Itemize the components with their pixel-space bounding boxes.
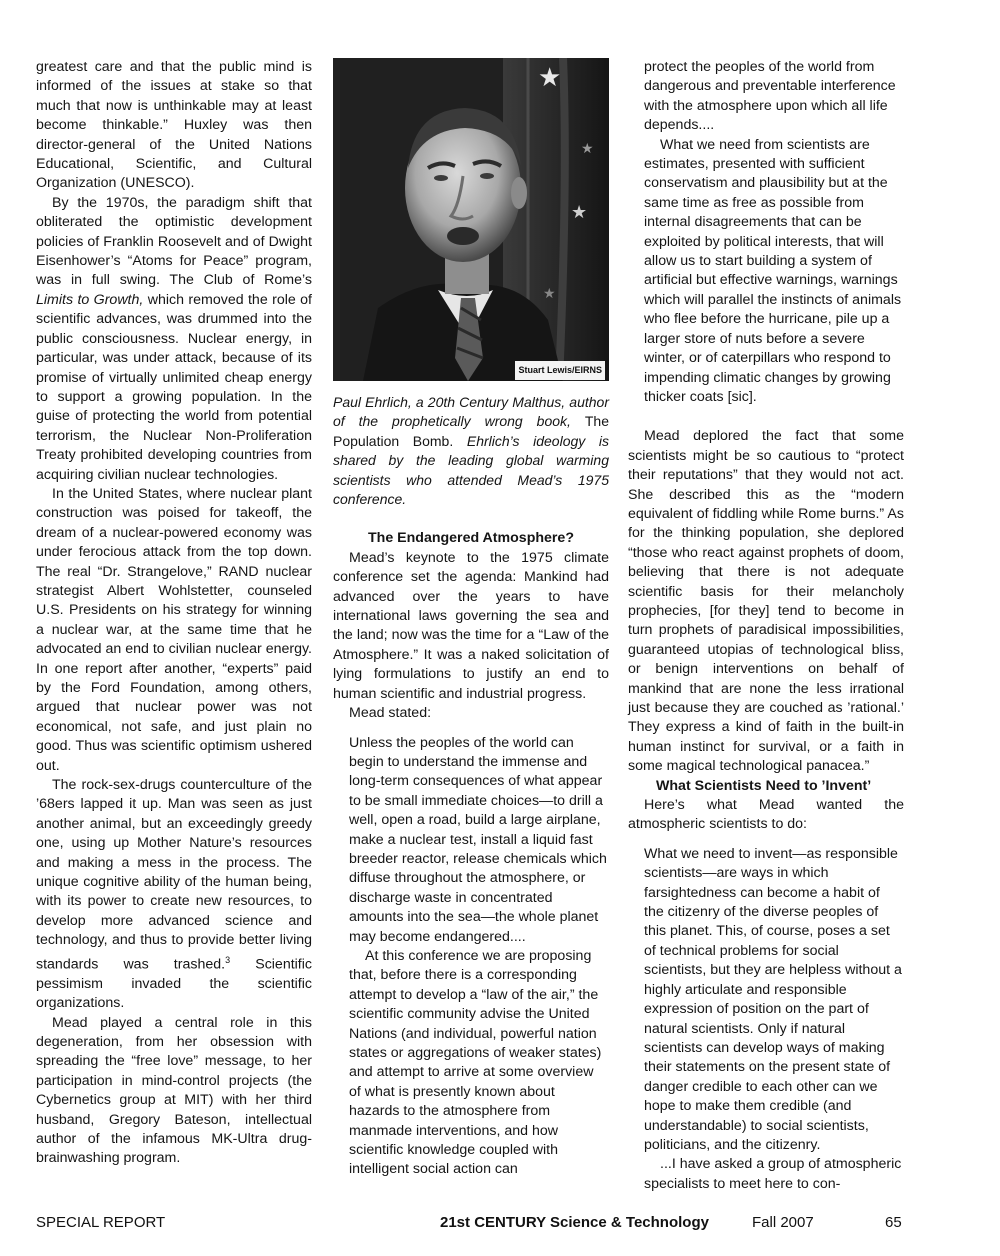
paragraph: [36, 194, 312, 485]
svg-text:★: ★: [581, 141, 594, 157]
page-number: 65: [885, 1214, 902, 1231]
quote-paragraph: What we need from scientists are estimates, presented with sufficient conservatism and plausibility but at the same time as free as possible from internal disagreements that can be exploited by political interests, that will allow us to start building a system of artificial but effective warnings, warnings which will parallel the instincts of animals who flee before the hurricane, pile up a larger store of nuts before a severe winter, or of caterpillars who respond to impending climatic changes by growing thicker coats [sic].: [644, 136, 902, 405]
footnote-ref: 3: [225, 954, 231, 965]
paragraph: In the United States, where nuclear plant construction was poised for takeoff, the dream of a nuclear-powered economy was under ferocious attack from the top down. The real “Dr. Strangelove,” RAND nuclear strategist Albert Wohlstetter, counseled U.S. Presidents on his strategy for winning a nuclear war, at the same time that he advocated an end to civilian nuclear energy. In one report after another, “experts” paid by the Ford Foundation, among others, argued that nuclear power was not economical, not safe, and just plain no good. Thus was scientific optimism ushered out.: [36, 485, 312, 774]
text-run: The rock-sex-drugs counterculture of the ’68ers lapped it up. Man was seen as just another animal, but an exceedingly greedy one, using up Mother Nature’s resources and making a mess in the process. The unique cognitive ability of the human being, with its power to create new resources, to develop more advanced science and technology, and thus to provide better living standards was trashed.: [36, 777, 312, 973]
portrait-photo: [333, 58, 609, 381]
text-run: Paul Ehrlich, a 20th Century Malthus, author of the prophetically wrong book,: [333, 394, 609, 430]
footer-section: SPECIAL REPORT: [36, 1214, 166, 1231]
paragraph: Mead played a central role in this degeneration, from her obsession with spreading the “free love” message, to her participation in mind-control projects (the Cybernetics group at MIT) with her third husband, Gregory Bateson, intellectual author of the infamous MK-Ultra drug-brainwashing program.: [36, 1014, 312, 1167]
photo-credit: Stuart Lewis/EIRNS: [515, 361, 605, 380]
quote-paragraph: protect the peoples of the world from dangerous and preventable interference with the atmosphere upon which all life depends....: [644, 59, 896, 134]
quote-paragraph: At this conference we are proposing that, before there is a corresponding attempt to develop a “law of the air,” the scientific community advise the United Nations (and individual, powerful nation states or aggregations of weaker states) and attempt to arrive at some overview of what is presently known about hazards to the atmosphere from manmade interventions, and how scientific knowledge coupled with intelligent social action can: [349, 947, 602, 1178]
paragraph: Mead’s keynote to the 1975 climate conference set the agenda: Mankind had advanced over the years to have international laws governing the sea and the land; now was the time for a “Law of the Atmosphere.” It was a naked solicitation of lying formulations to justify an end to human scientific and industrial progress.: [333, 549, 609, 702]
paragraph: [36, 776, 312, 1014]
text-run: which removed the role of scientific advances, was drummed into the public consciousness. Nuclear energy, in particular, was under attack, because of its promise of virtually unlimited cheap energy to support a growing population. In the guise of protecting the world from potential terrorism, the Nuclear Non-Proliferation Treaty prohibited developing countries from acquiring civilian nuclear technologies.: [36, 291, 312, 483]
paragraph: greatest care and that the public mind is informed of the issues at stake so that much that now is unthinkable may at least become thinkable.” Huxley was then director-general of the United Nations Educational, Scientific, and Cultural Organization (UNESCO).: [36, 59, 312, 192]
block-quote: [333, 734, 609, 1180]
photo-caption: [333, 393, 609, 509]
book-title: The Population Bomb.: [333, 413, 609, 449]
quote-paragraph: ...I have asked a group of atmospheric specialists to meet here to con-: [644, 1156, 902, 1192]
column-3: [628, 58, 904, 1194]
block-quote: [628, 58, 904, 407]
quote-paragraph: Unless the peoples of the world can begin to understand the immense and long-term consequences of what appear to be small immediate choices—to drill a well, open a road, build a large airplane, make a nuclear test, install a liquid fast breeder reactor, release chemicals which diffuse throughout the atmosphere, or discharge waste in concentrated amounts into the sea—the whole planet may become endangered....: [349, 734, 607, 945]
text-run: Ehrlich’s ideology is shared by the leading global warming scientists who attended Mead’s 1975 conference.: [333, 432, 609, 508]
section-heading: The Endangered Atmosphere?: [367, 530, 574, 547]
paragraph: Mead stated:: [349, 705, 432, 722]
svg-text:★: ★: [538, 63, 562, 93]
column-1: [36, 58, 312, 1169]
quote-paragraph: What we need to invent—as responsible scientists—are ways in which farsightedness can become a habit of the citizenry of the diverse peoples of this planet. This, of course, poses a set of technical problems for social scientists, but they are helpless without a highly articulate and responsible expression of position on the part of natural scientists. Only if natural scientists can develop ways of making their statements on the present state of danger credible to each other can we hope to make them credible (and understandable) to social scientists, politicians, and the citizenry.: [644, 845, 902, 1153]
paragraph: Here’s what Mead wanted the atmospheric scientists to do:: [628, 797, 904, 833]
section-heading: What Scientists Need to ’Invent’: [656, 777, 872, 794]
block-quote: [628, 845, 904, 1194]
text-run: Scientific pessimism invaded the scientific organizations.: [36, 956, 312, 1012]
paragraph: Mead deplored the fact that some scientists might be so cautious to “protect their reputations” that they would not act. She described this as the “modern equivalent of fiddling while Rome burns.” As for the thinking population, she deplored “those who react against prophets of doom, believing that there is not adequate scientific basis for their melancholy prophecies, [for they] tend to become in turn prophets of paradisical impossibilities, guaranteed utopias of technological bliss, or benign interventions on behalf of mankind that are none the less irrational just because they are couched as ’rational.’ They express a kind of faith in the built-in human instinct for survival, or a faith in some magical technological panacea.”: [628, 428, 904, 775]
text-run: By the 1970s, the paradigm shift that obliterated the optimistic development policies of Franklin Roosevelt and of Dwight Eisenhower’s “Atoms for Peace” program, was in full swing. The Club of Rome’s: [36, 194, 312, 289]
svg-text:★: ★: [571, 202, 588, 223]
svg-text:★: ★: [543, 286, 556, 302]
book-title: Limits to Growth,: [36, 291, 144, 308]
footer-issue: Fall 2007: [752, 1214, 814, 1231]
portrait-illustration: [333, 58, 609, 381]
footer-magazine: 21st CENTURY Science & Technology: [440, 1214, 709, 1231]
column-2: [333, 58, 609, 1180]
